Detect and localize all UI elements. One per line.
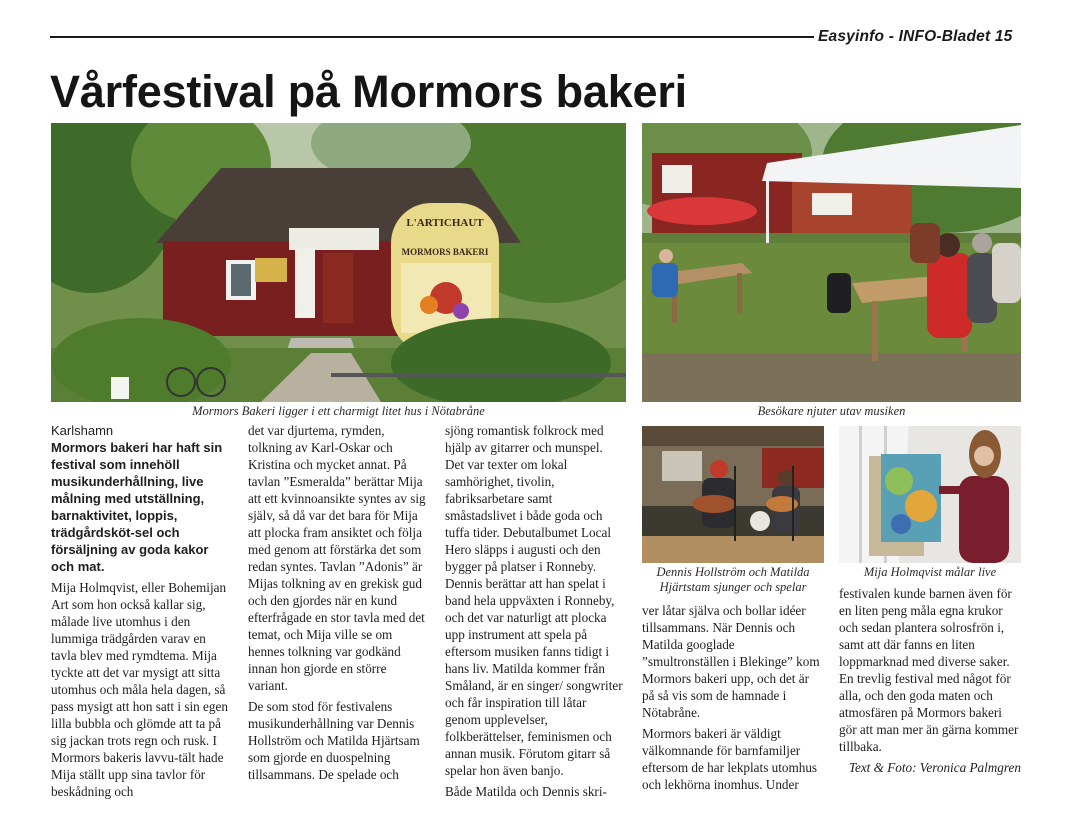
column-2-paragraph-2: De som stod för festivalens musikunderhållning var Dennis Hollström och Matilda Hjärtsam som gjorde en duospelning tillsammans. De spelade och: [248, 699, 420, 782]
painter-photo: [839, 426, 1021, 563]
page-header: Easyinfo - INFO-Bladet 15: [818, 28, 1013, 45]
column-3-paragraph-2: Både Matilda och Dennis skri-: [445, 784, 607, 799]
article-column-1: [51, 422, 231, 800]
sign-artichaut: L'ARTICHAUT: [406, 217, 484, 229]
musicians-photo: [642, 426, 824, 563]
column-2-paragraph-1: det var djurtema, rymden, tolkning av Karl-Oskar och Kristina och mycket annat. På tavlan ”Esmeralda” berättar Mija att ett kvinnoansikte syntes av sig själv, så då var det bara för Mija att plocka fram ansiktet och följa med genom att förstärka det som redan syntes. Tavlan ”Adonis” är Mijas tolkning av en grekisk gud och den gjordes när en kund efterfrågade en stor tavla med det temat, och Mija ville se om hennes tolkning var godkänd innan hon gjorde en större variant.: [248, 423, 426, 693]
musicians-photo-caption: Dennis Hollström och Matilda Hjärtstam sjunger och spelar: [656, 565, 810, 594]
bakery-photo: [51, 123, 626, 402]
bakery-photo-caption: Mormors Bakeri ligger i ett charmigt litet hus i Nötabråne: [192, 404, 485, 418]
photo-credit: Text & Foto: Veronica Palmgren: [848, 760, 1021, 775]
sign-mormors: MORMORS BAKERI: [401, 247, 489, 257]
article-column-5: [839, 585, 1021, 776]
visitors-photo: [642, 123, 1021, 402]
article-column-3: [445, 422, 623, 800]
article-lede: Mormors bakeri har haft sin festival som innehöll musikunderhållning, live målning med utställning, barnaktivitet, loppis, trädgårdsköt-sel och försäljning av goda kakor och mat.: [51, 440, 223, 574]
column-4-paragraph-2: Mormors bakeri är väldigt välkomnande för barnfamiljer eftersom de har lekplats utomhus och lekhörna inomhus. Under: [642, 726, 818, 792]
column-5-paragraph: festivalen kunde barnen även för en liten peng måla egna krukor och sedan plantera solrosfrön i, samt att där fanns en liten loppmarknad med diverse saker. En trevlig festival med något för alla, och den goda maten och atmosfären på Mormors bakeri gör att man mer än gärna kommer tillbaka.: [839, 586, 1019, 754]
dateline: Karlshamn: [51, 423, 114, 438]
article-column-4: [642, 602, 824, 793]
painter-photo-caption: Mija Holmqvist målar live: [863, 565, 997, 579]
article-headline: Vårfestival på Mormors bakeri: [50, 66, 687, 117]
column-1-paragraph: Mija Holmqvist, eller Bohemijan Art som hon också kallar sig, målade live utomhus i den lummiga trädgården varav en tavla blev med rymdtema. Mija tyckte att det var mysigt att sitta utomhus och måla hela dagen, så pass mysigt att hon satt i sin egen lilla bubbla och glömde att ta på sig jackan trots regn och rusk. I Mormors bakeris lavvu-tält hade Mija ställt upp sina tavlor för beskådning och: [51, 580, 228, 799]
visitors-photo-caption: Besökare njuter utav musiken: [757, 404, 906, 418]
column-3-paragraph-1: sjöng romantisk folkrock med hjälp av gitarrer och munspel. Det var texter om lokal samhörighet, tivolin, fabriksarbetare samt småstadslivet i både goda och tuffa tider. Debutalbumet Local Hero släpps i augusti och den bygger på platser i Ronneby. Dennis berättar att han spelat i band hela uppväxten i Ronneby, och det var naturligt att plocka upp instrument att spela på eftersom musiken fanns tidigt i hans liv. Matilda kommer från Småland, är en singer/ songwriter och får inspiration till låtar genom upplevelser, folkberättelser, feminismen och annan musik. Förutom gitarr så spelar hon även banjo.: [445, 423, 623, 778]
header-rule: [50, 36, 814, 38]
article-column-2: [248, 422, 426, 783]
column-4-paragraph-1: ver låtar själva och bollar idéer tillsammans. När Dennis och Matilda googlade ”smultronställen i Blekinge” kom Mormors bakeri upp, och det är på så vis som de hamnade i Nötabråne.: [642, 603, 820, 720]
